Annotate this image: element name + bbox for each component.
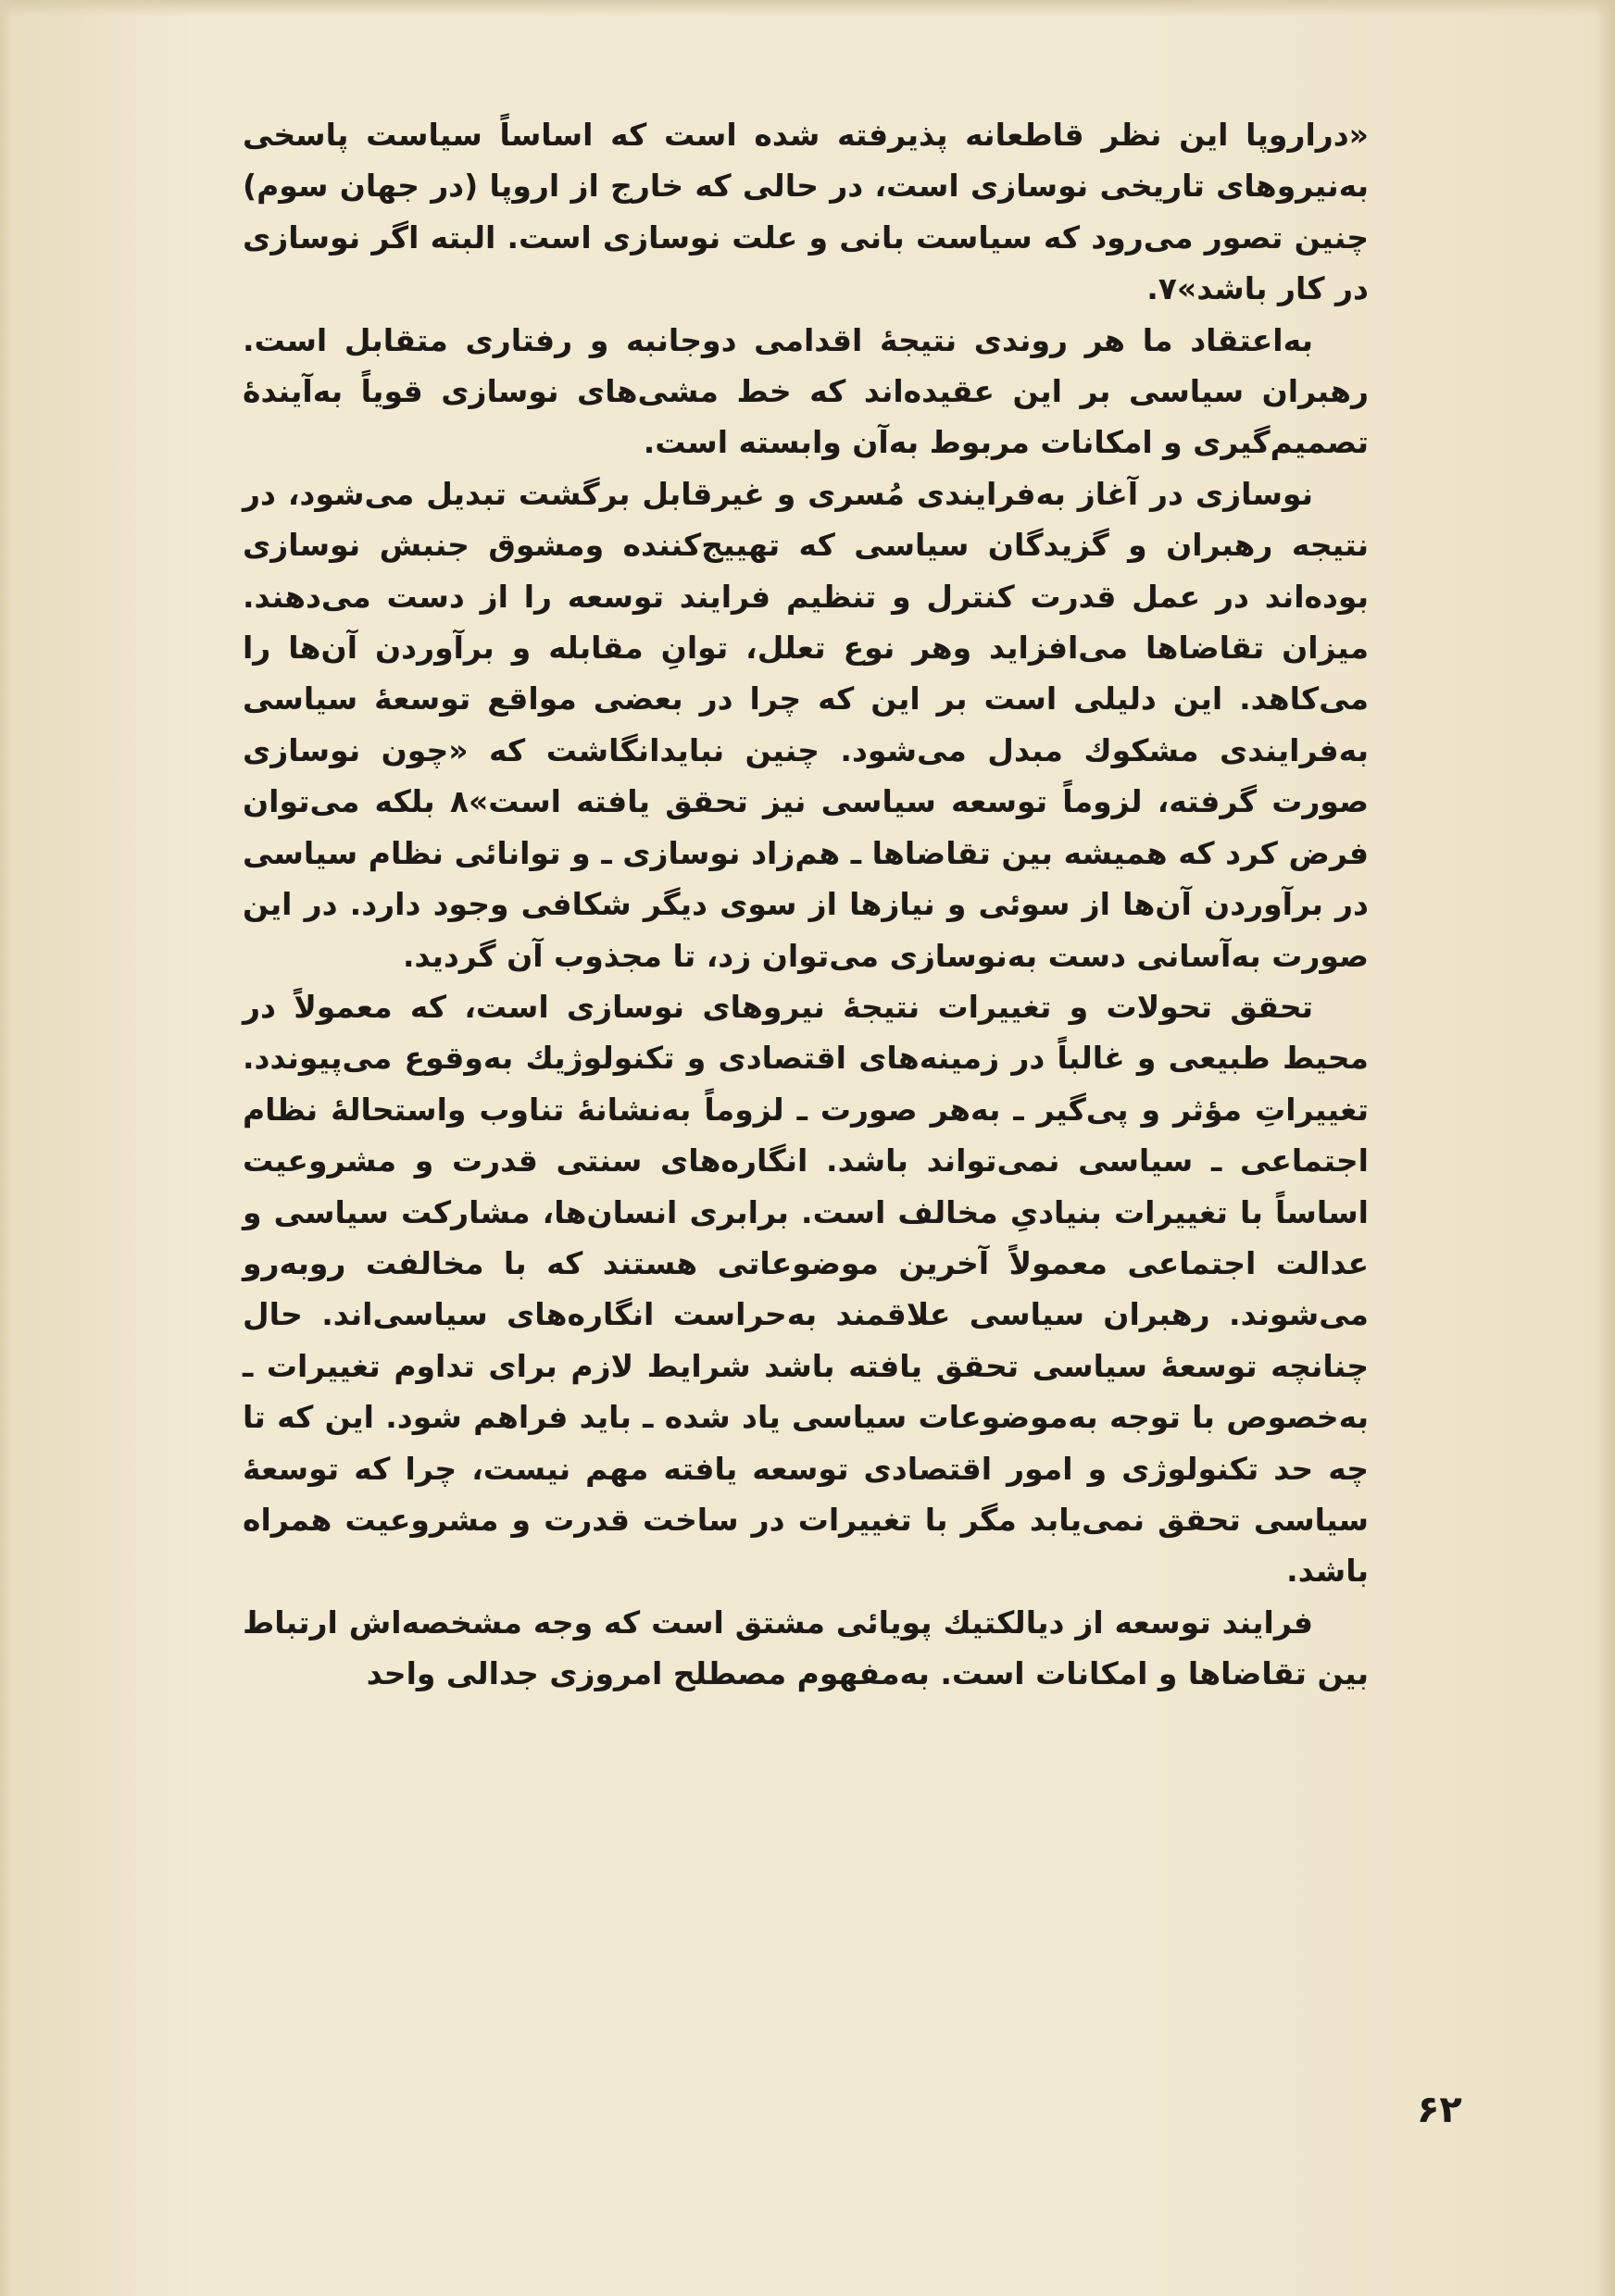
paragraph-change: تحقق تحولات و تغییرات نتیجهٔ نیروهای نوسازی است، که معمولاً در محیط طبیعی و غالباً در زمینه‌های اقتصادی و تکنولوژیك به‌وقوع می‌پیوندد. تغییراتِ مؤثر و پی‌گیر ـ به‌هر صورت ـ لزوماً به‌نشانهٔ تناوب واستحالهٔ نظام اجتماعی ـ سیاسی نمی‌تواند باشد. انگاره‌های سنتی قدرت و مشروعیت اساساً با تغییرات بنیادیِ مخالف است. برابری انسان‌ها، مشارکت سیاسی و عدالت اجتماعی معمولاً آخرین موضوعاتی هستند که با مخالفت روبه‌رو می‌شوند. رهبران سیاسی علاقمند به‌حراست انگاره‌های سیاسی‌اند. حال چنانچه توسعهٔ سیاسی تحقق یافته باشد شرایط لازم برای تداوم تغییرات ـ به‌خصوص با توجه به‌موضوعات سیاسی یاد شده ـ باید فراهم شود. این که تا چه حد تکنولوژی و امور اقتصادی توسعه یافته مهم نیست، چرا که توسعهٔ سیاسی تحقق نمی‌یابد مگر با تغییرات در ساخت قدرت و مشروعیت همراه باشد. — [243, 988, 1369, 1590]
paragraph-modernization: نوسازی در آغاز به‌فرایندی مُسری و غیرقابل برگشت تبدیل می‌شود، در نتیجه رهبران و گزیدگان سیاسی که تهییج‌کننده ومشوق جنبش نوسازی بوده‌اند در عمل قدرت کنترل و تنظیم فرایند توسعه را از دست می‌دهند. میزان تقاضاها می‌افزاید وهر نوع تعلل، توانِ مقابله و برآوردن آن‌ها را می‌کاهد. این دلیلی است بر این که چرا در بعضی مواقع توسعهٔ سیاسی به‌فرایندی مشکوك مبدل می‌شود. چنین نبایدانگاشت که «چون نوسازی صورت گرفته، لزوماً توسعه سیاسی نیز تحقق یافته است»۸ بلکه می‌توان فرض کرد که همیشه بین تقاضاها ـ هم‌زاد نوسازی ـ و توانائی نظام سیاسی در برآوردن آن‌ها از سوئی و نیازها از سوی دیگر شکافی وجود دارد. در این صورت به‌آسانی دست به‌نوسازی می‌توان زد، تا مجذوب آن گردید. — [243, 475, 1370, 974]
paper-edge-top — [0, 0, 1615, 17]
body-text — [243, 109, 1369, 1700]
page-number: ۶۲ — [1417, 2089, 1462, 2131]
paragraph-belief: به‌اعتقاد ما هر روندی نتیجهٔ اقدامی دوجانبه و رفتاری متقابل است. رهبران سیاسی بر این عقیده‌اند که خط مشی‌های نوسازی قویاً به‌آیندهٔ تصمیم‌گیری و امکانات مربوط به‌آن وابسته است. — [243, 321, 1369, 461]
paper-edge-right — [1595, 0, 1615, 2296]
paragraph-quote: «دراروپا این نظر قاطعانه پذیرفته شده است که اساساً سیاست پاسخی به‌نیروهای تاریخی نوسازی است، در حالی که خارج از اروپا (در جهان سوم) چنین تصور می‌رود که سیاست بانی و علت نوسازی است. البته اگر نوسازی در کار باشد»۷. — [243, 117, 1369, 307]
paper-edge-left — [0, 0, 13, 2296]
paragraph-dialectic: فرایند توسعه از دیالکتیك پویائی مشتق است که وجه مشخصه‌اش ارتباط بین تقاضاها و امکانات است. به‌مفهوم مصطلح امروزی جدالی واحد — [243, 1603, 1369, 1692]
